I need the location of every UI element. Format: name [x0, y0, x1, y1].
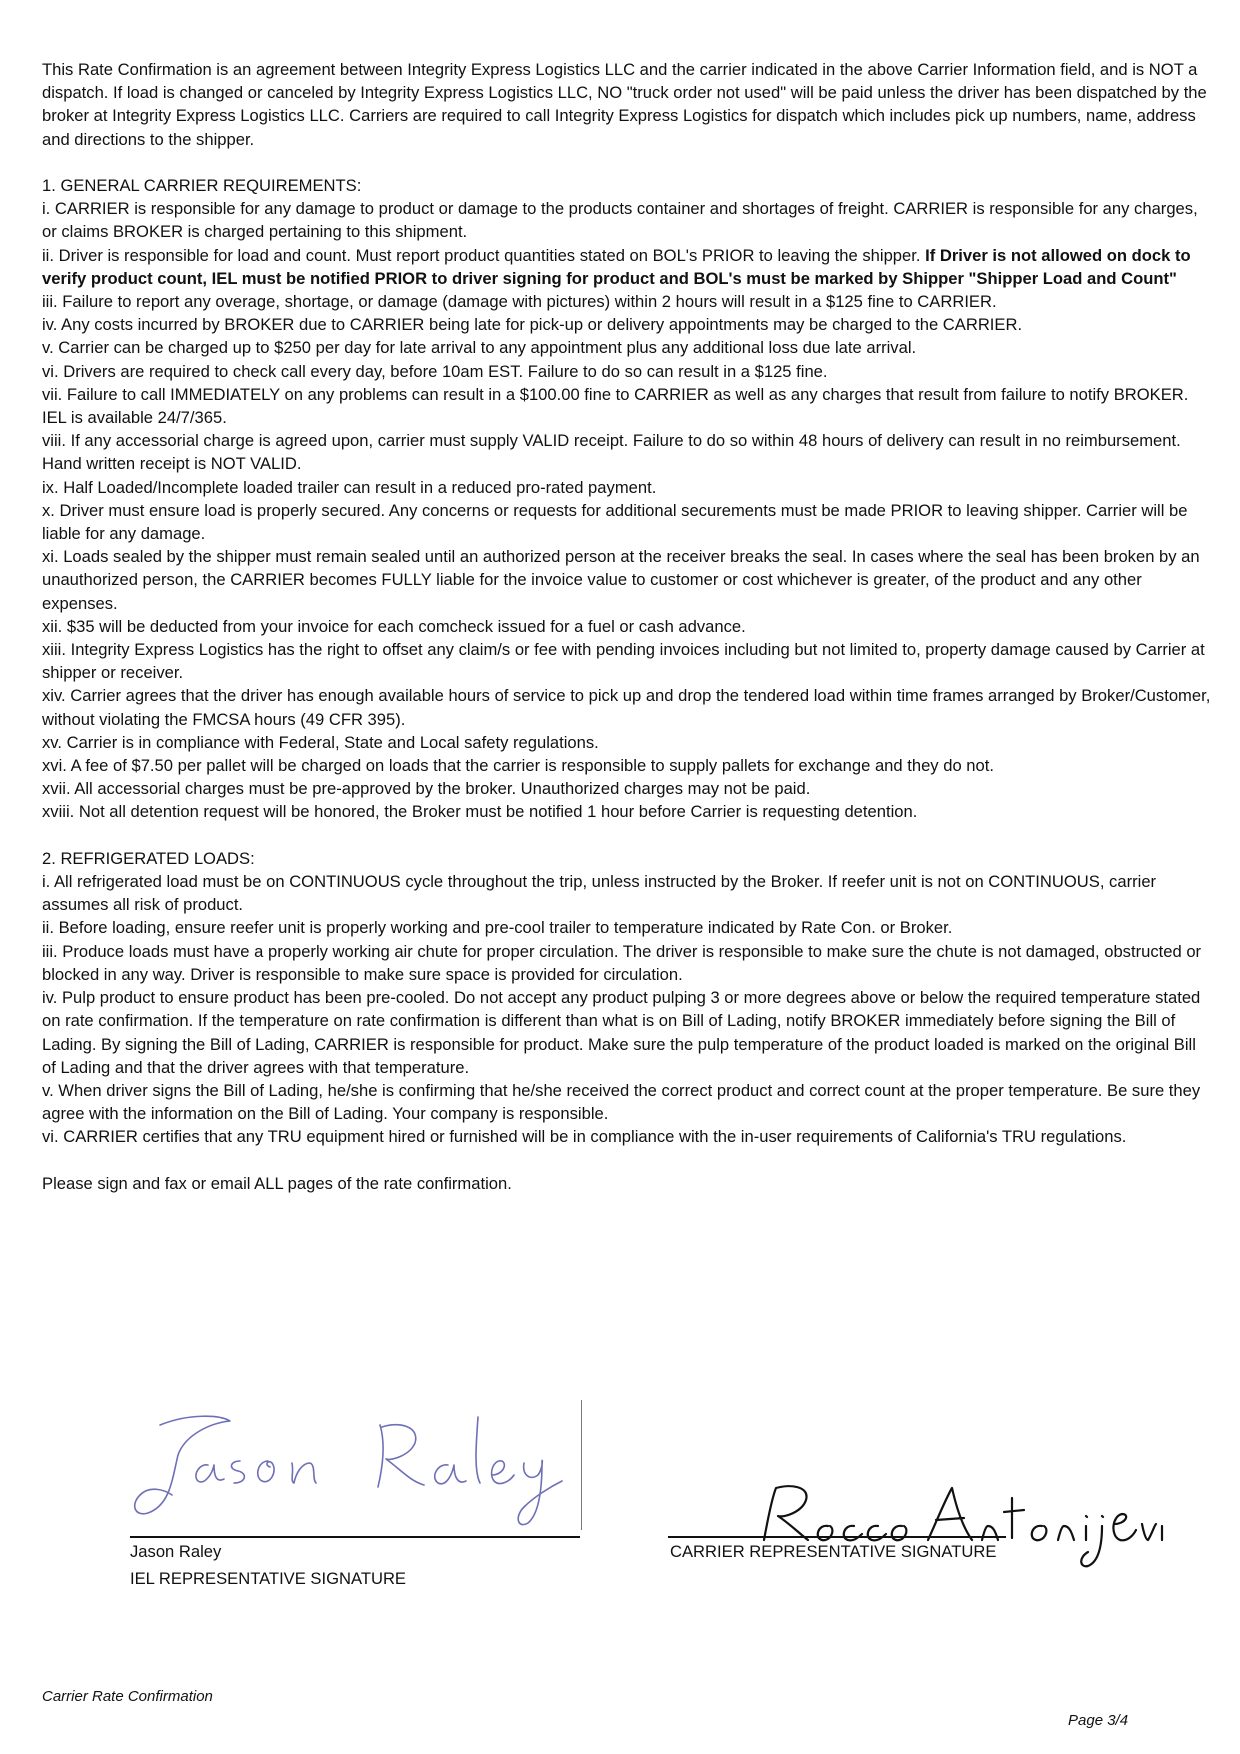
- section1-item: xiv. Carrier agrees that the driver has enough available hours of service to pick up and drop the tendered load within time frames arranged by Broker/Customer, without violating the FMCSA hours (49 CFR 395).: [42, 686, 1211, 729]
- section1-item: xiii. Integrity Express Logistics has the right to offset any claim/s or fee with pending invoices including but not limited to, property damage caused by Carrier at shipper or receiver.: [42, 640, 1205, 683]
- section1-heading: 1. GENERAL CARRIER REQUIREMENTS:: [42, 176, 362, 195]
- section2-item: v. When driver signs the Bill of Lading, he/she is confirming that he/she received the correct product and correct count at the proper temperature. Be sure they agree with the information on the Bill of Lading. Your company is responsible.: [42, 1080, 1201, 1124]
- document-body: [42, 58, 1212, 1195]
- section1-item: x. Driver must ensure load is properly secured. Any concerns or requests for additional securements must be made PRIOR to leaving shipper. Carrier will be liable for any damage.: [42, 500, 1188, 544]
- section2-item: vi. CARRIER certifies that any TRU equipment hired or furnished will be in compliance with the in-user requirements of California's TRU regulations.: [42, 1127, 1127, 1147]
- spacer: [42, 824, 1212, 847]
- section1-item: ix. Half Loaded/Incomplete loaded trailer can result in a reduced pro-rated payment.: [42, 477, 657, 497]
- signature-divider: [581, 1400, 582, 1530]
- carrier-signature-line: [668, 1536, 1006, 1538]
- section2-item: iii. Produce loads must have a properly working air chute for proper circulation. The driver is responsible to make sure the chute is not damaged, obstructed or blocked in any way. Driver is responsible to make sure space is provided for circulation.: [42, 941, 1202, 984]
- section2-item: iv. Pulp product to ensure product has been pre-cooled. Do not accept any product pulping 3 or more degrees above or below the required temperature stated on rate confirmation. If the temperature on rate confirmation is different than what is on Bill of Lading, notify BROKER immediately before signing the Bill of Lading. By signing the Bill of Lading, CARRIER is responsible for product. Make sure the pulp temperature of the product loaded is marked on the original Bill of Lading and that the driver agrees with that temperature.: [42, 988, 1201, 1077]
- section1-item: vii. Failure to call IMMEDIATELY on any problems can result in a $100.00 fine to CARRIER as well as any charges that result from failure to notify BROKER. IEL is available 24/7/365.: [42, 384, 1189, 428]
- carrier-signature-label: CARRIER REPRESENTATIVE SIGNATURE: [670, 1542, 997, 1561]
- section1-item: xvi. A fee of $7.50 per pallet will be charged on loads that the carrier is responsible to supply pallets for exchange and they do not.: [42, 756, 994, 776]
- section1-item: xv. Carrier is in compliance with Federal, State and Local safety regulations.: [42, 732, 599, 752]
- section1-item: [42, 244, 1212, 290]
- section1-item: xvii. All accessorial charges must be pre-approved by the broker. Unauthorized charges may not be paid.: [42, 779, 811, 799]
- section1-item: i. CARRIER is responsible for any damage to product or damage to the products container and shortages of freight. CARRIER is responsible for any charges, or claims BROKER is charged pertaining to this shipment.: [42, 199, 1198, 242]
- section1-item: vi. Drivers are required to check call every day, before 10am EST. Failure to do so can result in a $125 fine.: [42, 361, 828, 381]
- intro-paragraph: This Rate Confirmation is an agreement between Integrity Express Logistics LLC and the carrier indicated in the above Carrier Information field, and is NOT a dispatch. If load is changed or canceled by Integrity Express Logistics LLC, NO "truck order not used" will be paid unless the driver has been dispatched by the broker at Integrity Express Logistics LLC. Carriers are required to call Integrity Express Logistics for dispatch which includes pick up numbers, name, address and directions to the shipper.: [42, 60, 1207, 149]
- closing-instruction: Please sign and fax or email ALL pages of the rate confirmation.: [42, 1173, 512, 1193]
- footer-page-number: Page 3/4: [1068, 1712, 1129, 1729]
- section1-item: xii. $35 will be deducted from your invoice for each comcheck issued for a fuel or cash advance.: [42, 616, 746, 636]
- section2-item: i. All refrigerated load must be on CONTINUOUS cycle throughout the trip, unless instructed by the Broker. If reefer unit is not on CONTINUOUS, carrier assumes all risk of product.: [42, 872, 1157, 915]
- section1-item: xi. Loads sealed by the shipper must remain sealed until an authorized person at the receiver breaks the seal. In cases where the seal has been broken by an unauthorized person, the CARRIER becomes FULLY liable for the invoice value to customer or cost whichever is greater, of the product and any other expenses.: [42, 547, 1200, 613]
- section1-item: xviii. Not all detention request will be honored, the Broker must be notified 1 hour before Carrier is requesting detention.: [42, 802, 918, 822]
- section2-heading: 2. REFRIGERATED LOADS:: [42, 848, 255, 868]
- iel-signature-line: [130, 1536, 580, 1538]
- footer-document-title: Carrier Rate Confirmation: [42, 1688, 213, 1705]
- iel-representative-name: Jason Raley: [130, 1542, 222, 1561]
- item-bold-text: If Driver is not allowed on dock to verify product count, IEL must be notified PRIOR to driver signing for product and BOL's must be marked by Shipper "Shipper Load and Count": [42, 245, 1191, 288]
- iel-signature-label: IEL REPRESENTATIVE SIGNATURE: [130, 1569, 406, 1588]
- spacer: [42, 151, 1212, 174]
- section1-item: viii. If any accessorial charge is agreed upon, carrier must supply VALID receipt. Failure to do so within 48 hours of delivery can result in no reimbursement. Hand written receipt is NOT VALID.: [42, 431, 1181, 474]
- item-text: ii. Driver is responsible for load and count. Must report product quantities stated on BOL's PRIOR to leaving the shipper.: [42, 245, 926, 265]
- section1-item: iii. Failure to report any overage, shortage, or damage (damage with pictures) within 2 hours will result in a $125 fine to CARRIER.: [42, 292, 997, 312]
- iel-handwritten-signature: [130, 1395, 570, 1535]
- spacer: [42, 1149, 1212, 1172]
- section1-item: v. Carrier can be charged up to $250 per day for late arrival to any appointment plus any additional loss due late arrival.: [42, 338, 917, 358]
- section2-item: ii. Before loading, ensure reefer unit is properly working and pre-cool trailer to temperature indicated by Rate Con. or Broker.: [42, 918, 953, 938]
- section1-item: iv. Any costs incurred by BROKER due to CARRIER being late for pick-up or delivery appointments may be charged to the CARRIER.: [42, 315, 1023, 335]
